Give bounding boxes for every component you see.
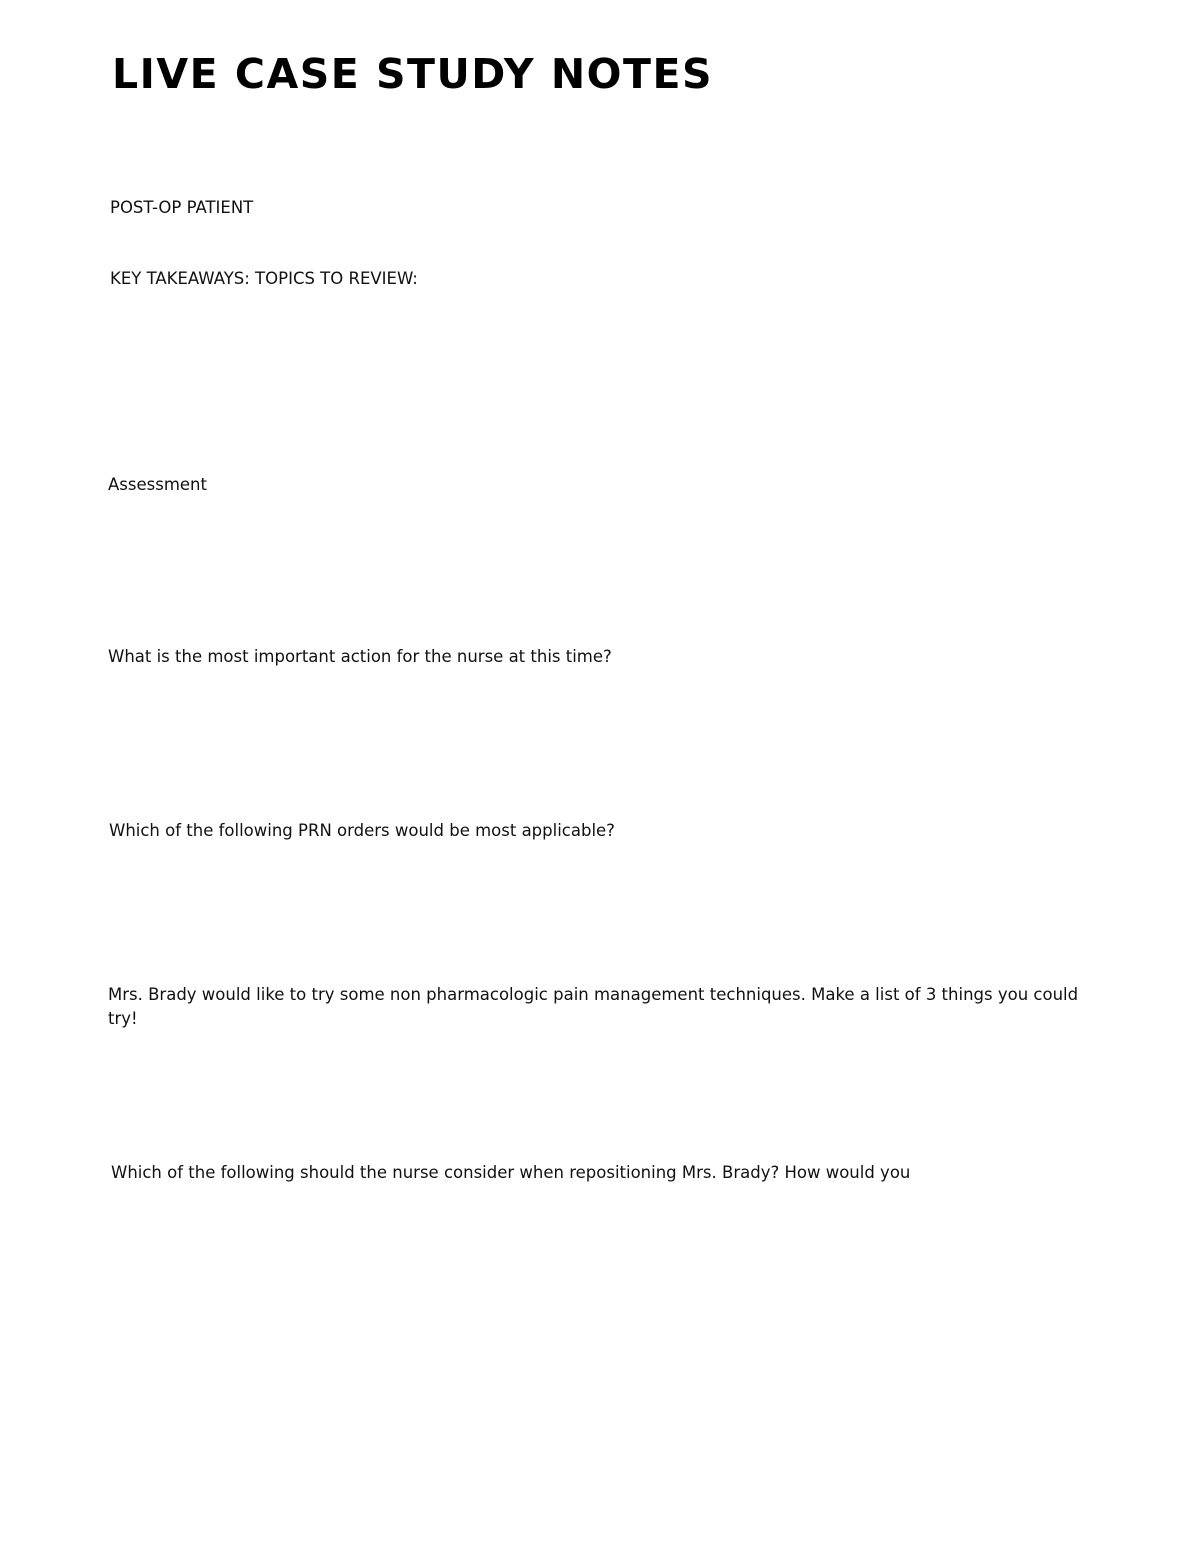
page-title: LIVE CASE STUDY NOTES [112, 50, 713, 98]
question-3: Mrs. Brady would like to try some non pharmacologic pain management techniques. Make a list of 3 things you could try! [108, 985, 1079, 1028]
question-1: What is the most important action for the nurse at this time? [108, 647, 612, 666]
question-4: Which of the following should the nurse consider when repositioning Mrs. Brady? How would you [111, 1163, 911, 1182]
question-2: Which of the following PRN orders would be most applicable? [109, 821, 615, 840]
takeaways-heading: KEY TAKEAWAYS: TOPICS TO REVIEW: [110, 269, 418, 288]
assessment-heading: Assessment [108, 475, 207, 494]
patient-heading: POST-OP PATIENT [110, 198, 254, 217]
